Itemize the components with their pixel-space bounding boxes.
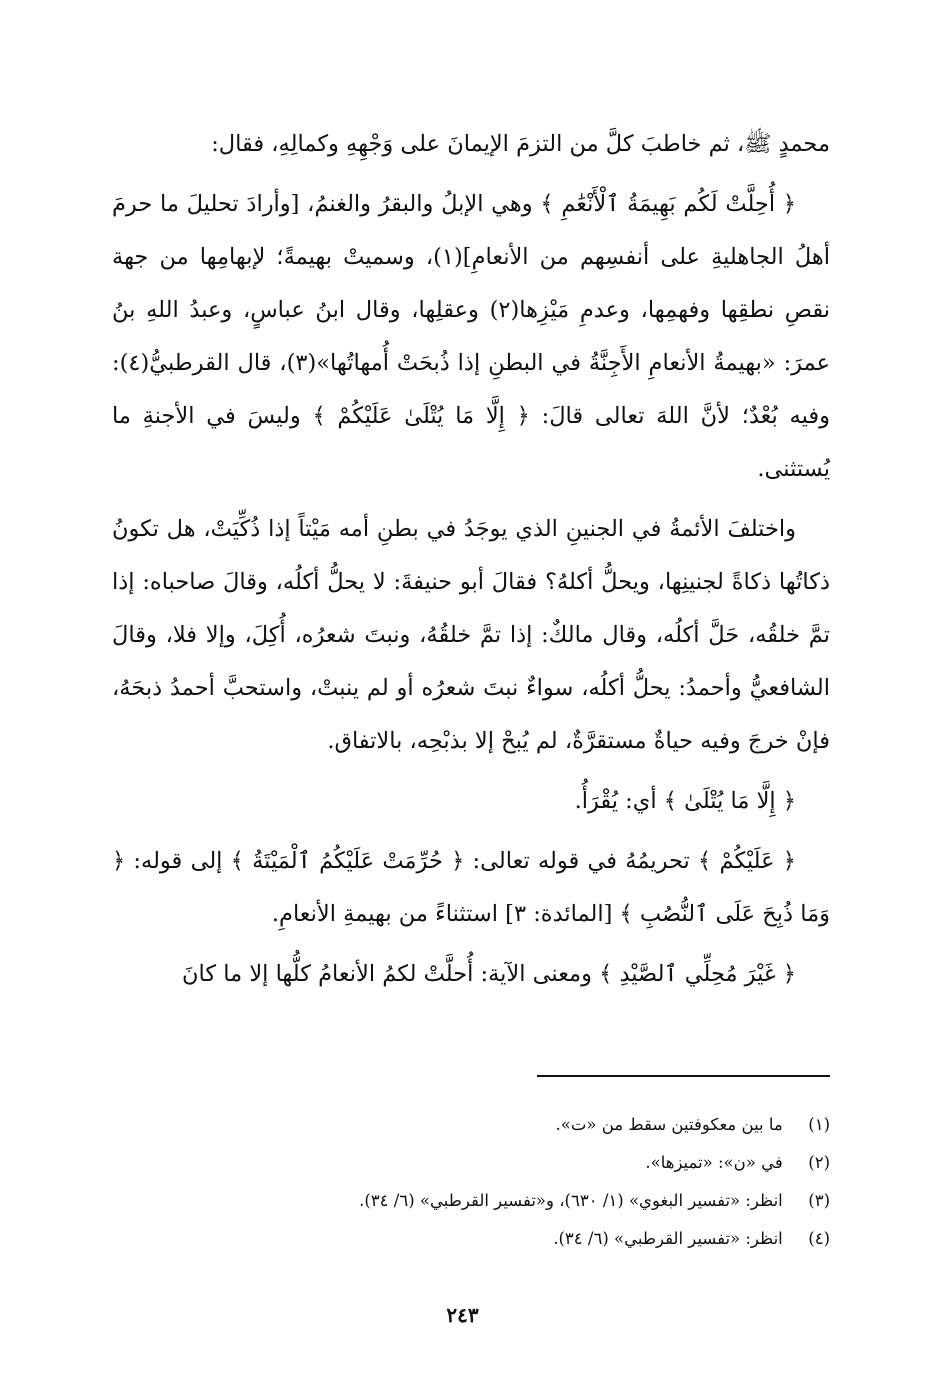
footnote-number: (٢) (808, 1153, 830, 1172)
footnote-item (112, 1144, 830, 1182)
paragraph-alaykum: ﴿ عَلَيْكُمْ ﴾ تحريمُهُ في قوله تعالى: ﴿ حُرِّمَتْ عَلَيْكُمُ ٱلْمَيْتَةُ ﴾ إلى قوله: ﴿ وَمَا ذُبِحَ عَلَى ٱلنُّصُبِ ﴾ [المائدة: ٣] استثناءً من بهيمةِ الأنعامِ. (112, 848, 830, 927)
footnote-text: انظر: «تفسير البغوي» (١/ ٦٣٠)، و«تفسير القرطبي» (٦/ ٣٤). (359, 1191, 783, 1210)
page-number: ٢٤٣ (446, 1303, 479, 1327)
footnote-item (112, 1220, 830, 1258)
paragraph-janin-ruling: واختلفَ الأئمةُ في الجنينِ الذي يوجَدُ في بطنِ أمه مَيْتاً إذا ذُكِّيَتْ، هل تكونُ ذكاتُها ذكاةً لجنينِها، ويحلُّ أكلهُ؟ فقالَ أبو حنيفةَ: لا يحلُّ أكلُه، وقالَ صاحباه: إذا تمَّ خلقُه، حَلَّ أكلُه، وقال مالكٌ: إذا تمَّ خلقُهُ، ونبتَ شعرُه، أُكِلَ، وإلا فلا، وقالَ الشافعيُّ وأحمدُ: يحلُّ أكلُه، سواءٌ نبتَ شعرُه أو لم ينبتْ، واستحبَّ أحمدُ ذبحَهُ، فإنْ خرجَ وفيه حياةٌ مستقرَّةٌ، لم يُبحْ إلا بذبْحِه، بالاتفاق. (112, 516, 830, 754)
paragraph-ghayra-muhilli: ﴿ غَيْرَ مُحِلِّي ٱلصَّيْدِ ﴾ ومعنى الآية: أُحلَّتْ لكمُ الأنعامُ كلُّها إلا ما كانَ (182, 961, 796, 987)
footnote-number: (٣) (808, 1191, 830, 1210)
paragraph-bahimat-al-anam: ﴿ أُحِلَّتْ لَكُم بَهِيمَةُ ٱلْأَنْعَٰمِ ﴾ وهي الإبلُ والبقرُ والغنمُ، [وأرادَ تحليلَ ما حرمَ أهلُ الجاهليةِ على أنفسِهم من الأنعامِ](١)، وسميتْ بهيمةً؛ لإبهامِها من جهة نقصِ نطقِها وفهمِها، وعدمِ مَيْزِها(٢) وعقلِها، وقال ابنُ عباسٍ، وعبدُ اللهِ بنُ عمرَ: «بهيمةُ الأنعامِ الأَجِنَّةُ في البطنِ إذا ذُبحَتْ أُمهاتُها»(٣)، قال القرطبيُّ(٤): وفيه بُعْدٌ؛ لأنَّ اللهَ تعالى قالَ: ﴿ إِلَّا مَا يُتْلَىٰ عَلَيْكُمْ ﴾ وليسَ في الأجنةِ ما يُستثنى. (112, 191, 830, 482)
paragraph-continuation: محمدٍ ﷺ، ثم خاطبَ كلَّ من التزمَ الإيمانَ على وَجْهِهِ وكمالِهِ، فقال: (211, 131, 830, 157)
footnote-text: ما بين معكوفتين سقط من «ت». (555, 1115, 783, 1134)
footnote-text: في «ن»: «تميزها». (645, 1153, 783, 1172)
footnote-number: (١) (808, 1115, 830, 1134)
main-text (112, 118, 830, 1001)
footnotes-list (112, 1106, 830, 1258)
footnote-item (112, 1106, 830, 1144)
paragraph-illa-ma-yutla: ﴿ إِلَّا مَا يُتْلَىٰ ﴾ أي: يُقْرَأُ. (574, 788, 796, 814)
footnote-number: (٤) (808, 1229, 830, 1248)
footnote-separator (537, 1075, 830, 1077)
footnote-text: انظر: «تفسير القرطبي» (٦/ ٣٤). (553, 1229, 783, 1248)
footnote-item (112, 1182, 830, 1220)
